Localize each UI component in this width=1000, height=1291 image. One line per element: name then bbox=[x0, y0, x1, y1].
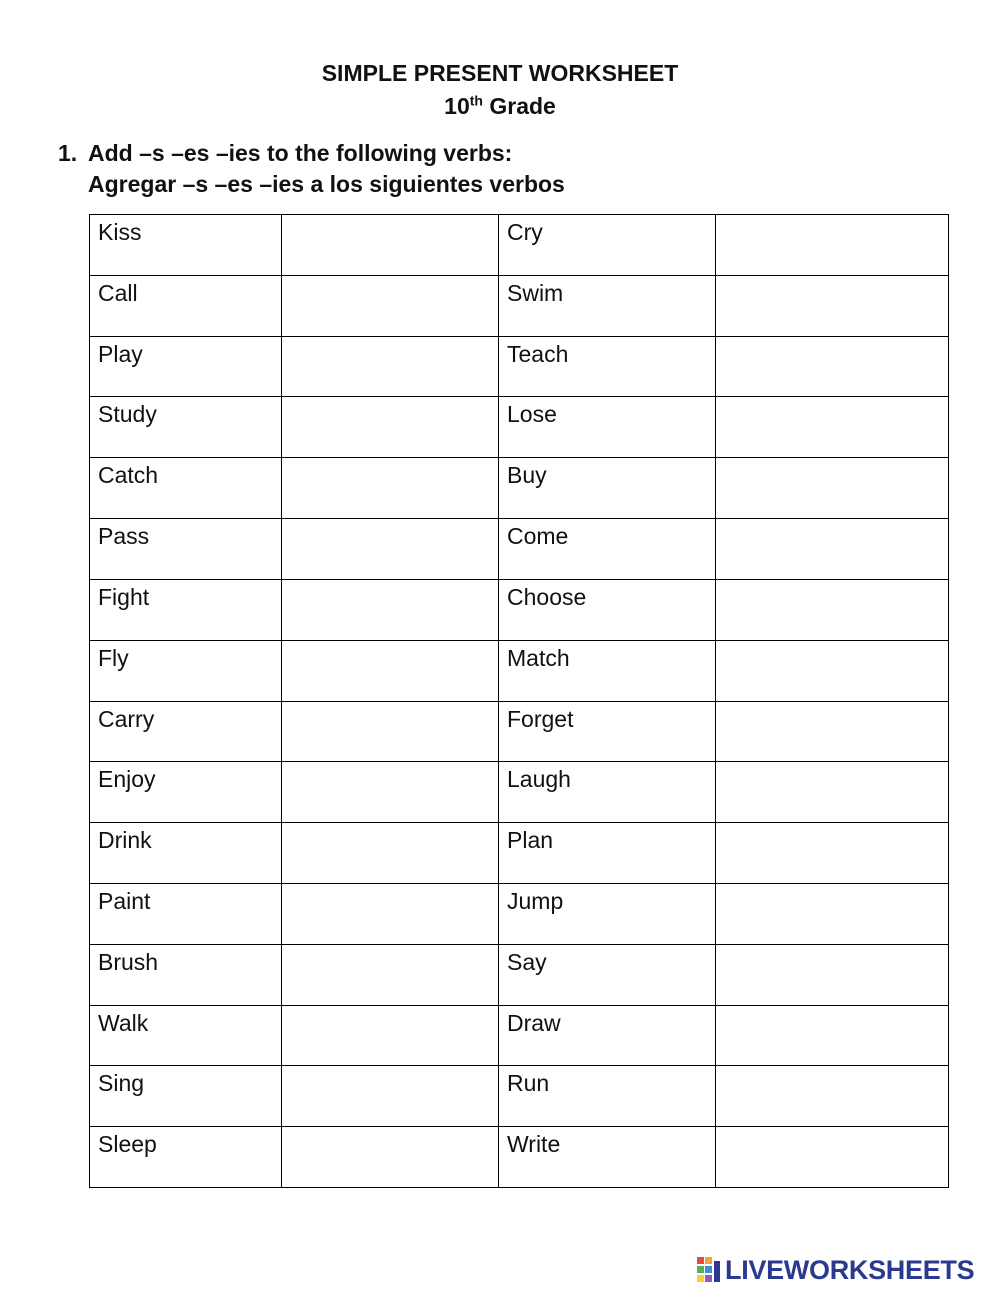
verb-cell: Sing bbox=[90, 1066, 282, 1127]
grade-heading bbox=[0, 91, 1000, 121]
verbs-table bbox=[89, 214, 949, 1188]
answer-cell[interactable] bbox=[282, 701, 499, 762]
answer-cell[interactable] bbox=[716, 883, 949, 944]
verb-cell: Write bbox=[499, 1127, 716, 1188]
table-row bbox=[90, 823, 949, 884]
verb-cell: Swim bbox=[499, 275, 716, 336]
verb-cell: Brush bbox=[90, 944, 282, 1005]
verb-cell: Say bbox=[499, 944, 716, 1005]
answer-cell[interactable] bbox=[282, 215, 499, 276]
verb-cell: Lose bbox=[499, 397, 716, 458]
answer-cell[interactable] bbox=[716, 275, 949, 336]
instruction-spanish: Agregar –s –es –ies a los siguientes verbos bbox=[88, 171, 565, 197]
verb-cell: Jump bbox=[499, 883, 716, 944]
verb-cell: Run bbox=[499, 1066, 716, 1127]
worksheet-title: SIMPLE PRESENT WORKSHEET bbox=[321, 60, 679, 86]
verb-cell: Forget bbox=[499, 701, 716, 762]
table-row bbox=[90, 519, 949, 580]
answer-cell[interactable] bbox=[716, 1066, 949, 1127]
grade-suffix: th bbox=[469, 92, 483, 109]
grade-number: 10 bbox=[444, 93, 470, 119]
answer-cell[interactable] bbox=[282, 579, 499, 640]
liveworksheets-logo[interactable] bbox=[697, 1255, 974, 1285]
answer-cell[interactable] bbox=[282, 1005, 499, 1066]
grade-word: Grade bbox=[489, 93, 556, 119]
answer-cell[interactable] bbox=[282, 336, 499, 397]
table-row bbox=[90, 215, 949, 276]
answer-cell[interactable] bbox=[716, 701, 949, 762]
answer-cell[interactable] bbox=[282, 519, 499, 580]
answer-cell[interactable] bbox=[716, 640, 949, 701]
answer-cell[interactable] bbox=[282, 1066, 499, 1127]
verb-cell: Laugh bbox=[499, 762, 716, 823]
answer-cell[interactable] bbox=[282, 458, 499, 519]
table-row bbox=[90, 944, 949, 1005]
brand-name: LIVEWORKSHEETS bbox=[725, 1254, 975, 1285]
verb-cell: Fly bbox=[90, 640, 282, 701]
verb-cell: Fight bbox=[90, 579, 282, 640]
verb-cell: Carry bbox=[90, 701, 282, 762]
answer-cell[interactable] bbox=[716, 823, 949, 884]
answer-cell[interactable] bbox=[716, 519, 949, 580]
table-row bbox=[90, 1127, 949, 1188]
answer-cell[interactable] bbox=[282, 944, 499, 1005]
liveworksheets-blocks-icon bbox=[697, 1257, 721, 1283]
verb-cell: Catch bbox=[90, 458, 282, 519]
verb-cell: Walk bbox=[90, 1005, 282, 1066]
table-row bbox=[90, 640, 949, 701]
table-row bbox=[90, 275, 949, 336]
answer-cell[interactable] bbox=[282, 762, 499, 823]
answer-cell[interactable] bbox=[282, 823, 499, 884]
answer-cell[interactable] bbox=[282, 397, 499, 458]
answer-cell[interactable] bbox=[716, 944, 949, 1005]
table-row bbox=[90, 762, 949, 823]
table-row bbox=[90, 579, 949, 640]
verb-cell: Drink bbox=[90, 823, 282, 884]
table-row bbox=[90, 1066, 949, 1127]
table-row bbox=[90, 458, 949, 519]
answer-cell[interactable] bbox=[716, 579, 949, 640]
verb-cell: Cry bbox=[499, 215, 716, 276]
verb-cell: Choose bbox=[499, 579, 716, 640]
answer-cell[interactable] bbox=[716, 458, 949, 519]
answer-cell[interactable] bbox=[282, 640, 499, 701]
answer-cell[interactable] bbox=[716, 762, 949, 823]
question-number: 1. bbox=[58, 140, 78, 166]
verb-cell: Match bbox=[499, 640, 716, 701]
answer-cell[interactable] bbox=[716, 336, 949, 397]
instruction-english: Add –s –es –ies to the following verbs: bbox=[88, 140, 513, 166]
answer-cell[interactable] bbox=[716, 215, 949, 276]
answer-cell[interactable] bbox=[282, 883, 499, 944]
verb-cell: Draw bbox=[499, 1005, 716, 1066]
table-row bbox=[90, 397, 949, 458]
verb-cell: Enjoy bbox=[90, 762, 282, 823]
answer-cell[interactable] bbox=[716, 397, 949, 458]
verb-cell: Sleep bbox=[90, 1127, 282, 1188]
table-row bbox=[90, 883, 949, 944]
verb-cell: Study bbox=[90, 397, 282, 458]
answer-cell[interactable] bbox=[282, 275, 499, 336]
verb-cell: Come bbox=[499, 519, 716, 580]
verb-cell: Buy bbox=[499, 458, 716, 519]
verb-cell: Paint bbox=[90, 883, 282, 944]
verb-cell: Call bbox=[90, 275, 282, 336]
answer-cell[interactable] bbox=[716, 1127, 949, 1188]
answer-cell[interactable] bbox=[282, 1127, 499, 1188]
verb-cell: Pass bbox=[90, 519, 282, 580]
verb-cell: Teach bbox=[499, 336, 716, 397]
verbs-table-body bbox=[90, 215, 949, 1188]
table-row bbox=[90, 1005, 949, 1066]
verb-cell: Kiss bbox=[90, 215, 282, 276]
table-row bbox=[90, 336, 949, 397]
table-row bbox=[90, 701, 949, 762]
answer-cell[interactable] bbox=[716, 1005, 949, 1066]
verb-cell: Plan bbox=[499, 823, 716, 884]
verb-cell: Play bbox=[90, 336, 282, 397]
